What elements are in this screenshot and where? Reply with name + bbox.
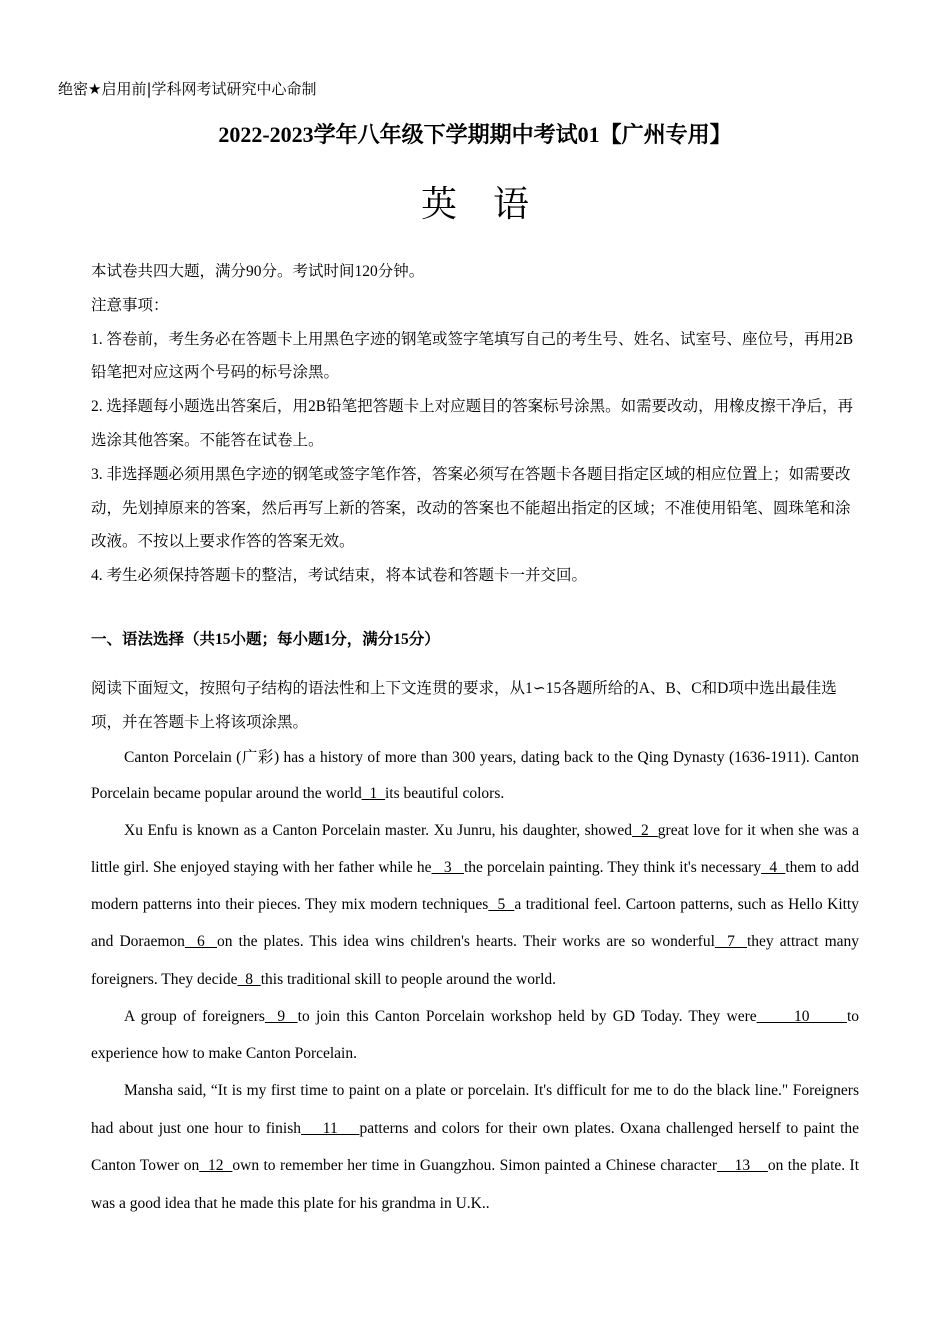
passage-text: on the plates. This idea wins children's hearts. Their works are so wonderful (216, 933, 715, 951)
passage-text: this traditional skill to people around the world. (260, 970, 557, 988)
section-instructions: 阅读下面短文，按照句子结构的语法性和上下文连贯的要求，从1∽15各题所给的A、B、C和D项中选出最佳选项，并在答题卡上将该项涂黑。 (91, 680, 837, 732)
note-item: 1. 答卷前，考生务必在答题卡上用黑色字迹的钢笔或签字笔填写自己的考生号、姓名、试室号、座位号，再用2B铅笔把对应这两个号码的标号涂黑。 (91, 330, 854, 382)
notes-title: 注意事项： (91, 296, 169, 314)
passage-text: its beautiful colors. (384, 784, 505, 802)
exam-title: 2022-2023学年八年级下学期期中考试01【广州专用】 (218, 122, 732, 147)
passage-paragraph-3 (91, 998, 859, 1072)
passage-paragraph-1 (91, 740, 859, 812)
note-item: 2. 选择题每小题选出答案后，用2B铅笔把答题卡上对应题目的答案标号涂黑。如需要改动，用橡皮擦干净后，再选涂其他答案。不能答在试卷上。 (91, 398, 854, 449)
confidential-header-note: 绝密★启用前|学科网考试研究中心命制 (58, 80, 317, 98)
passage-text: Canton Porcelain (广彩) has a history of more than 300 years, dating back to the Qing Dynasty (1636-1911). Canton Porcelain became popular around the world (91, 748, 859, 802)
blank-5: 5 (488, 896, 515, 914)
blank-9: 9 (264, 1007, 298, 1025)
passage-text: patterns and colors for their own plates. Oxana challenged herself to paint the Canton Tower on (91, 1119, 860, 1175)
blank-3: 3 (431, 859, 464, 877)
note-item: 3. 非选择题必须用黑色字迹的钢笔或签字笔作答，答案必须写在答题卡各题目指定区域的相应位置上；如需要改动，先划掉原来的答案，然后再写上新的答案，改动的答案也不能超出指定的区域；不准使用铅笔、圆珠笔和涂改液。不按以上要求作答的答案无效。 (91, 465, 851, 551)
passage-text: A group of foreigners (124, 1007, 265, 1025)
blank-11: 11 (301, 1119, 360, 1137)
subject-title: 英语 (420, 184, 565, 225)
passage-text: great love for it when she was a little girl. She enjoyed staying with her father while he (91, 821, 859, 877)
passage-text: own to remember her time in Guangzhou. Simon painted a Chinese character (232, 1157, 717, 1175)
passage-text: Xu Enfu is known as a Canton Porcelain master. Xu Junru, his daughter, showed (124, 821, 632, 839)
passage-paragraph-2 (91, 812, 859, 998)
passage-paragraph-4 (91, 1072, 859, 1222)
blank-13: 13 (717, 1157, 768, 1175)
blank-1: _1_ (361, 784, 385, 802)
exam-intro: 本试卷共四大题，满分90分。考试时间120分钟。 (91, 263, 425, 280)
passage-text: on the plate. It was a good idea that he made this plate for his grandma in U.K.. (91, 1157, 860, 1213)
passage-text: they attract many foreigners. They decide (91, 933, 860, 988)
blank-8: 8 (237, 970, 261, 988)
passage-text: to experience how to make Canton Porcelain. (91, 1007, 860, 1063)
note-item: 4. 考生必须保持答题卡的整洁，考试结束，将本试卷和答题卡一并交回。 (91, 567, 588, 585)
passage-text: the porcelain painting. They think it's necessary (464, 859, 762, 877)
section-heading: 一、语法选择（共15小题；每小题1分，满分15分） (91, 630, 440, 648)
blank-7: 7 (714, 933, 747, 951)
blank-10: 10 (756, 1007, 847, 1025)
passage-text: to join this Canton Porcelain workshop held by GD Today. They were (297, 1007, 757, 1025)
blank-12: 12 (199, 1157, 233, 1175)
blank-4: 4 (761, 859, 786, 877)
blank-6: 6 (184, 933, 217, 951)
document-body (91, 255, 859, 1223)
blank-2: 2 (631, 821, 658, 839)
passage-text: Mansha said, “It is my first time to paint on a plate or porcelain. It's difficult for me to do the black line." Foreigners had about just one hour to finish (91, 1082, 859, 1137)
passage-text: a traditional feel. Cartoon patterns, such as Hello Kitty and Doraemon (91, 896, 859, 951)
passage-text: them to add modern patterns into their pieces. They mix modern techniques (91, 859, 860, 914)
